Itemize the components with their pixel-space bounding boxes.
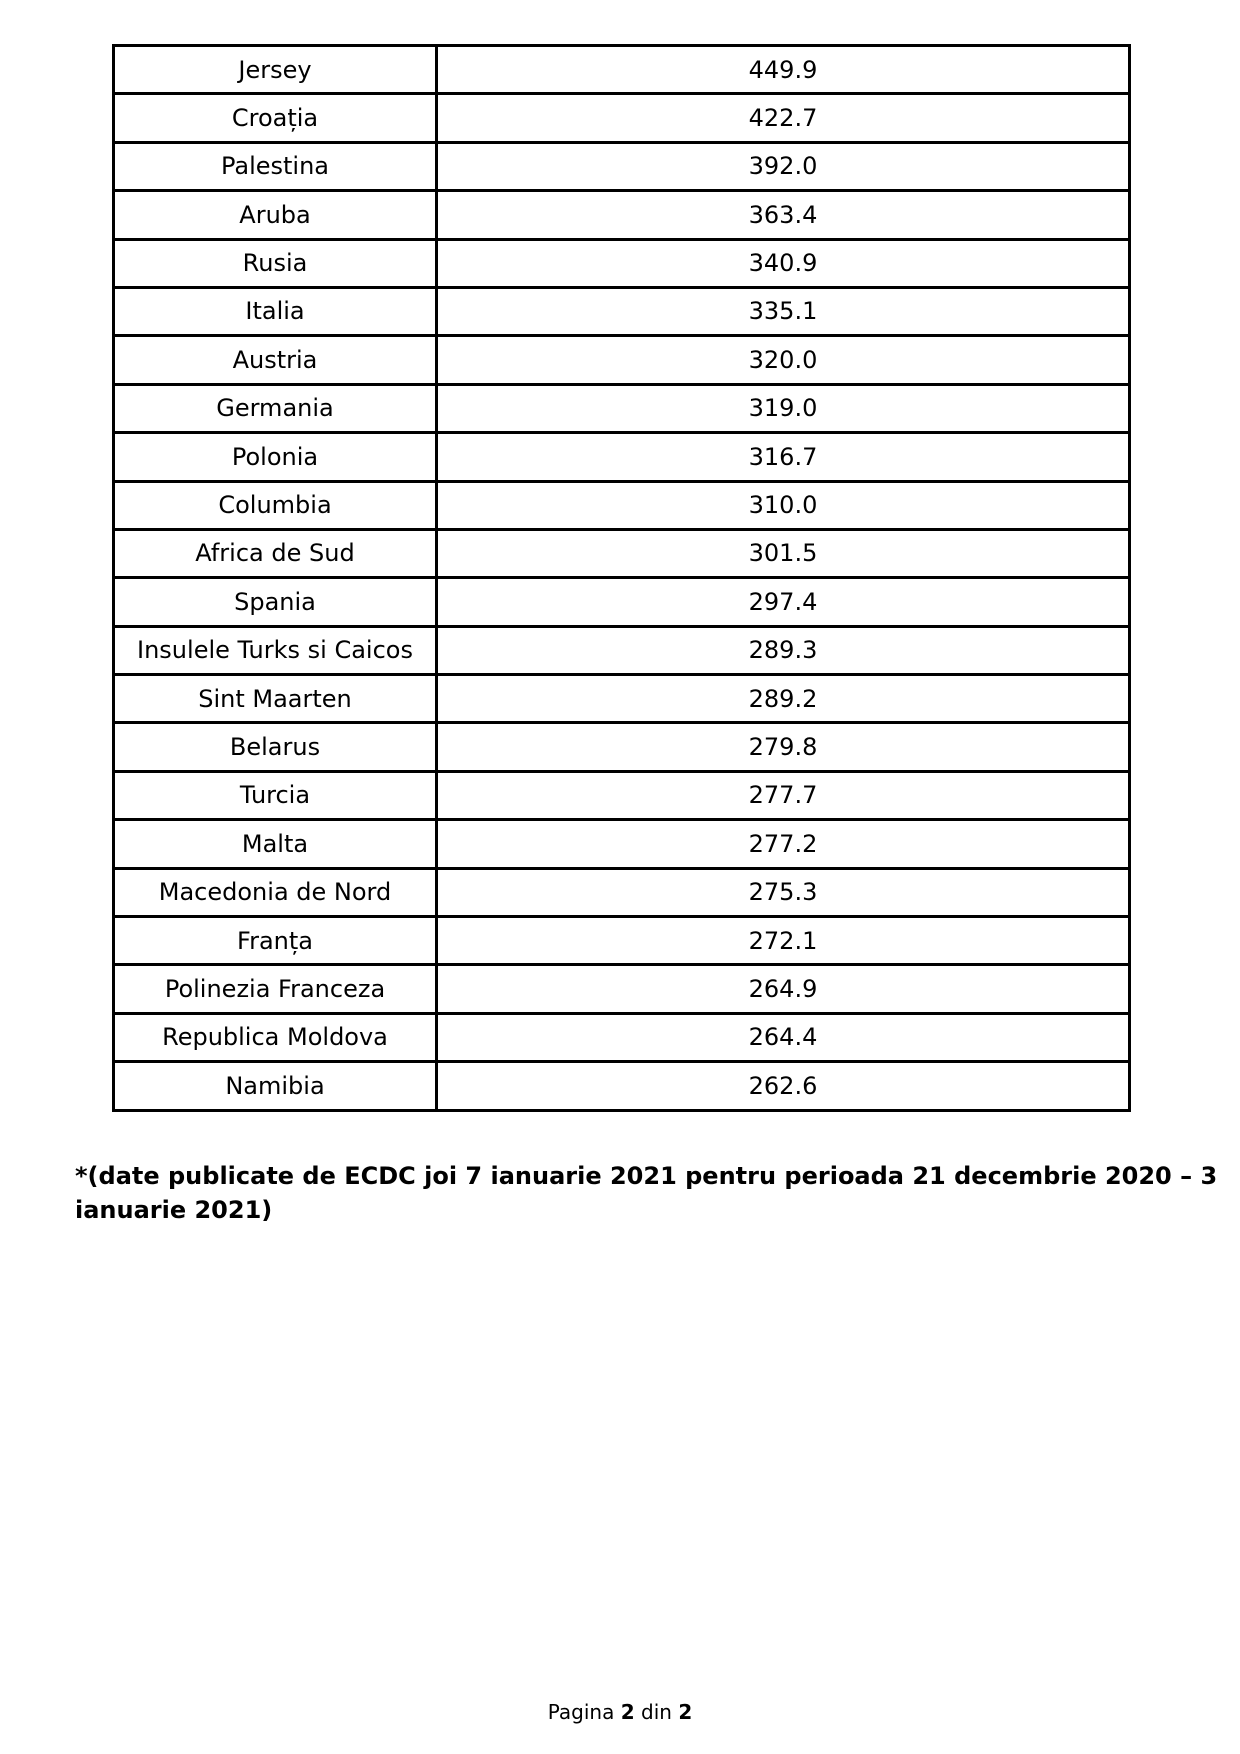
table-row: [114, 94, 1130, 142]
country-cell: Turcia: [114, 771, 437, 819]
country-cell: Italia: [114, 287, 437, 335]
country-cell: Africa de Sud: [114, 529, 437, 577]
country-cell: Spania: [114, 578, 437, 626]
value-cell: 340.9: [437, 239, 1130, 287]
value-cell: 310.0: [437, 481, 1130, 529]
table-row: [114, 481, 1130, 529]
table-row: [114, 529, 1130, 577]
value-cell: 335.1: [437, 287, 1130, 335]
table-row: [114, 917, 1130, 965]
footer-page-number: 2: [620, 1700, 635, 1724]
table-row: [114, 578, 1130, 626]
country-cell: Polinezia Franceza: [114, 965, 437, 1013]
footnote: [75, 1159, 1218, 1227]
table-row: [114, 287, 1130, 335]
footer-of-word: din: [634, 1700, 679, 1724]
page-footer: [0, 1700, 1240, 1724]
country-cell: Sint Maarten: [114, 675, 437, 723]
country-cell: Insulele Turks si Caicos: [114, 626, 437, 674]
table-row: [114, 46, 1130, 94]
value-cell: 277.7: [437, 771, 1130, 819]
table-row: [114, 771, 1130, 819]
footer-total-pages: 2: [678, 1700, 693, 1724]
table-row: [114, 239, 1130, 287]
table-row: [114, 433, 1130, 481]
value-cell: 262.6: [437, 1062, 1130, 1110]
table-row: [114, 626, 1130, 674]
country-cell: Republica Moldova: [114, 1013, 437, 1061]
table-row: [114, 723, 1130, 771]
country-cell: Polonia: [114, 433, 437, 481]
footer-page-word: Pagina: [547, 1700, 621, 1724]
value-cell: 316.7: [437, 433, 1130, 481]
value-cell: 277.2: [437, 820, 1130, 868]
country-cell: Jersey: [114, 46, 437, 94]
value-cell: 320.0: [437, 336, 1130, 384]
value-cell: 272.1: [437, 917, 1130, 965]
country-cell: Columbia: [114, 481, 437, 529]
table-row: [114, 868, 1130, 916]
country-cell: Palestina: [114, 142, 437, 190]
value-cell: 301.5: [437, 529, 1130, 577]
table-row: [114, 1013, 1130, 1061]
value-cell: 289.2: [437, 675, 1130, 723]
value-cell: 275.3: [437, 868, 1130, 916]
country-cell: Malta: [114, 820, 437, 868]
country-cell: Namibia: [114, 1062, 437, 1110]
value-cell: 264.4: [437, 1013, 1130, 1061]
country-cell: Macedonia de Nord: [114, 868, 437, 916]
value-cell: 319.0: [437, 384, 1130, 432]
table-row: [114, 384, 1130, 432]
country-cell: Franța: [114, 917, 437, 965]
table-row: [114, 820, 1130, 868]
value-cell: 363.4: [437, 191, 1130, 239]
value-cell: 297.4: [437, 578, 1130, 626]
value-cell: 279.8: [437, 723, 1130, 771]
country-cell: Aruba: [114, 191, 437, 239]
incidence-table-body: [114, 46, 1130, 1111]
country-cell: Belarus: [114, 723, 437, 771]
value-cell: 264.9: [437, 965, 1130, 1013]
footnote-line-1: *(date publicate de ECDC joi 7 ianuarie 2021 pentru perioada 21 decembrie 2020 – 3: [75, 1162, 1218, 1190]
value-cell: 449.9: [437, 46, 1130, 94]
table-row: [114, 1062, 1130, 1110]
incidence-table: [112, 44, 1131, 1112]
table-row: [114, 191, 1130, 239]
footnote-line-2: ianuarie 2021): [75, 1196, 273, 1224]
value-cell: 392.0: [437, 142, 1130, 190]
country-cell: Rusia: [114, 239, 437, 287]
table-row: [114, 336, 1130, 384]
table-row: [114, 675, 1130, 723]
value-cell: 422.7: [437, 94, 1130, 142]
value-cell: 289.3: [437, 626, 1130, 674]
country-cell: Croația: [114, 94, 437, 142]
table-row: [114, 142, 1130, 190]
country-cell: Germania: [114, 384, 437, 432]
country-cell: Austria: [114, 336, 437, 384]
table-row: [114, 965, 1130, 1013]
